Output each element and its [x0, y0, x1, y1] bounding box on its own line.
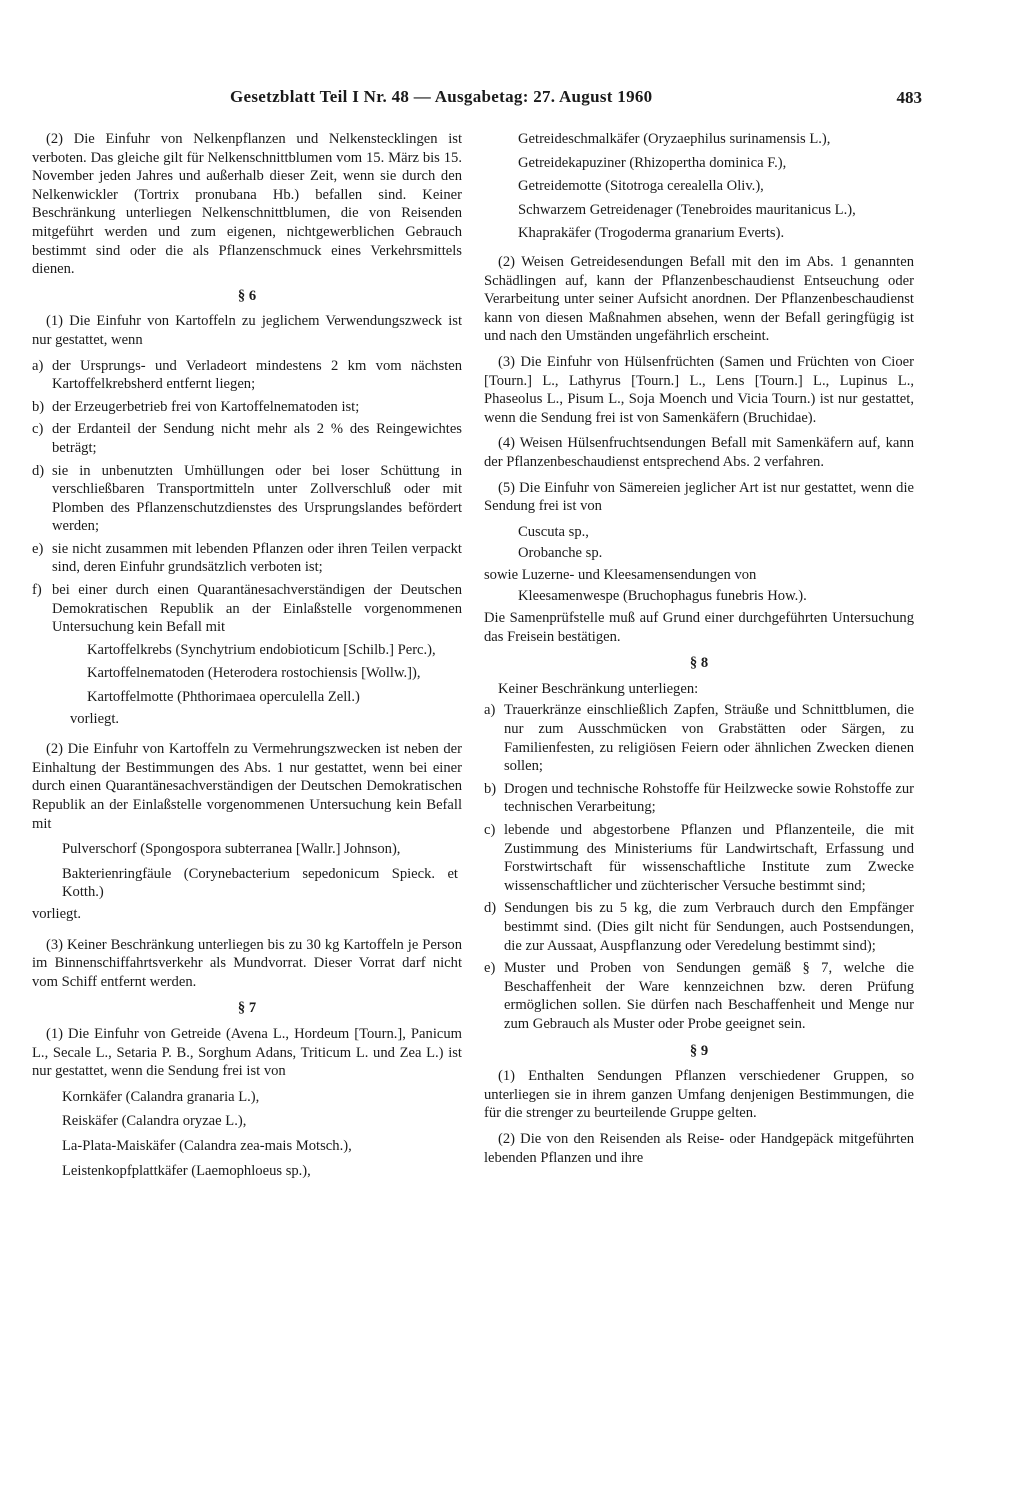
list-text: sie in unbenutzten Umhüllungen oder bei loser Schüttung in verschließbaren Transportmitteln unter Zollverschluß oder mit Plomben des Pflanzenschutzdienstes des Ursprungslandes befördert werden; — [52, 462, 462, 535]
paragraph-end: vorliegt. — [70, 710, 120, 727]
paragraph: (1) Die Einfuhr von Kartoffeln zu jeglichem Verwendungszweck ist nur gestattet, wenn — [32, 313, 462, 348]
pest-entry: Pulverschorf (Spongospora subterranea [Wallr.] Johnson), — [62, 841, 401, 858]
pest-entry: Bakterienringfäule (Corynebacterium sepedonicum Spieck. et Kotth.) — [62, 865, 458, 901]
list-item — [32, 540, 462, 577]
pest-entry: Reiskäfer (Calandra oryzae L.), — [62, 1113, 247, 1130]
list-item — [484, 959, 914, 1033]
section-heading-6: § 6 — [237, 287, 257, 304]
list-text: der Erzeugerbetrieb frei von Kartoffelnematoden ist; — [52, 398, 360, 415]
pest-entry: Kartoffelnematoden (Heterodera rostochiensis [Wollw.]), — [87, 665, 421, 682]
list-label: b) — [484, 780, 497, 797]
list-label: a) — [484, 702, 496, 719]
paragraph: (4) Weisen Hülsenfruchtsendungen Befall mit Samenkäfern auf, kann der Pflanzenbeschaudienst entsprechend Abs. 2 verfahren. — [484, 435, 914, 470]
pest-entry: Kartoffelmotte (Phthorimaea operculella Zell.) — [87, 689, 360, 706]
paragraph: (1) Enthalten Sendungen Pflanzen verschiedener Gruppen, so unterliegen sie in ihrem ganzen Umfang denjenigen Bestimmungen, die für die strenger zu beurteilende Gruppe gelten. — [484, 1068, 914, 1122]
list-label: e) — [484, 960, 496, 977]
list-item — [32, 462, 462, 536]
paragraph: sowie Luzerne- und Kleesamensendungen von — [484, 566, 757, 583]
pest-entry: Getreidekapuziner (Rhizopertha dominica F.), — [518, 154, 787, 171]
list-label: b) — [32, 398, 45, 415]
right-column — [484, 130, 914, 1174]
list-item — [32, 398, 462, 417]
list-text: Muster und Proben von Sendungen gemäß § 7, welche die Beschaffenheit der Ware kennzeichnen bzw. deren Prüfung ermöglichen sollen. Sie dürfen nach Beschaffenheit und Menge nur zum Gebrauch als Muster oder Probe geeignet sein. — [504, 960, 914, 1032]
list-text: der Erdanteil der Sendung nicht mehr als 2 % des Reingewichtes beträgt; — [52, 421, 462, 456]
page-number: 483 — [896, 88, 922, 107]
list-item — [32, 581, 462, 637]
paragraph: (1) Die Einfuhr von Getreide (Avena L., Hordeum [Tourn.], Panicum L., Secale L., Setaria P. B., Sorghum Adans, Triticum L. und Zea L.) ist nur gestattet, wenn die Sendung frei ist von — [32, 1025, 462, 1080]
list-text: Trauerkränze einschließlich Zapfen, Sträuße und Schnittblumen, die nur zum Ausschmücken von Grabstätten oder Särgen, zu Familienfesten, zu religiösen Feiern oder ähnlichen Zwecken dienen sollen; — [504, 702, 914, 775]
list-item — [484, 899, 914, 955]
pest-entry: Leistenkopfplattkäfer (Laemophloeus sp.), — [62, 1162, 311, 1179]
list-label: d) — [32, 462, 45, 479]
left-column — [32, 130, 462, 1186]
list-item — [32, 357, 462, 394]
pest-entry: Kornkäfer (Calandra granaria L.), — [62, 1088, 260, 1105]
pest-entry: Orobanche sp. — [518, 545, 603, 562]
paragraph: (3) Keiner Beschränkung unterliegen bis zu 30 kg Kartoffeln je Person im Binnenschiffahrtsverkehr als Mundvorrat. Dieser Vorrat darf nicht vom Schiff entfernt werden. — [32, 936, 462, 990]
pest-entry: Getreidemotte (Sitotroga cerealella Oliv.), — [518, 178, 764, 195]
list-text: lebende und abgestorbene Pflanzen und Pflanzenteile, die mit Zustimmung des Ministeriums für Landwirtschaft, Erfassung und Forstwirtschaft für wissenschaftliche Institute zum Zwecke wissenschaftlicher und züchterischer Versuche bestimmt sind; — [504, 822, 914, 894]
paragraph: (2) Weisen Getreidesendungen Befall mit den im Abs. 1 genannten Schädlingen auf, kann der Pflanzenbeschaudienst Entseuchung oder Verarbeitung unter seiner Aufsicht anordnen. Der Pflanzenbeschaudienst kann von diesen Maßnahmen absehen, wenn der Befall geringfügig ist und nach den Umständen ungefährlich erscheint. — [484, 253, 914, 345]
list-text: sie nicht zusammen mit lebenden Pflanzen oder ihren Teilen verpackt sind, deren Einfuhr grundsätzlich verboten ist; — [52, 540, 462, 576]
pest-entry: Getreideschmalkäfer (Oryzaephilus surinamensis L.), — [518, 131, 831, 147]
list-text: Drogen und technische Rohstoffe für Heilzwecke sowie Rohstoffe zur technischen Verarbeitung; — [504, 780, 914, 816]
paragraph: (2) Die Einfuhr von Kartoffeln zu Vermehrungszwecken ist neben der Einhaltung der Bestimmungen des Abs. 1 nur gestattet, wenn bei einer durch einen Quarantänesachverständigen der Deutschen Demokratischen Republik an der Einlaßstelle vorgenommenen Untersuchung kein Befall mit — [32, 741, 462, 832]
paragraph: (3) Die Einfuhr von Hülsenfrüchten (Samen und Früchten von Cioer [Tourn.] L., Lathyrus [Tourn.] L., Lens [Tourn.] L., Lupinus L., Phaseolus L., Pisum L., Soja Moench und Vicia Tourn.) ist nur gestattet, wenn die Sendung frei ist von Samenkäfern (Bruchidae). — [484, 353, 914, 426]
list-item — [484, 821, 914, 895]
list-item — [32, 420, 462, 457]
paragraph: (2) Die Einfuhr von Nelkenpflanzen und Nelkenstecklingen ist verboten. Das gleiche gilt für Nelkenschnittblumen vom 15. März bis 15. November jeden Jahres und außerhalb dieser Zeit, wenn sie durch den Nelkenwickler (Tortrix pronubana Hb.) befallen sind. Keiner Beschränkung unterliegen Nelkenschnittblumen, die von Reisenden mitgeführt werden und zum eigenen, nichtgewerblichen Gebrauch bestimmt sind oder die als Pflanzenschmuck eines Verkehrsmittels dienen. — [32, 131, 462, 278]
list-item — [484, 701, 914, 775]
paragraph: Keiner Beschränkung unterliegen: — [498, 680, 699, 697]
list-text: Sendungen bis zu 5 kg, die zum Verbrauch durch den Empfänger bestimmt sind. (Dies gilt nicht für Sendungen, auch Postsendungen, die zur Aussaat, Auspflanzung oder Veredelung bestimmt sind); — [504, 900, 914, 954]
pest-entry: La-Plata-Maiskäfer (Calandra zea-mais Motsch.), — [62, 1137, 352, 1154]
list-label: a) — [32, 357, 44, 374]
pest-entry: Khaprakäfer (Trogoderma granarium Everts). — [518, 225, 785, 242]
paragraph: (2) Die von den Reisenden als Reise- oder Handgepäck mitgeführten lebenden Pflanzen und ihre — [484, 1130, 914, 1166]
page-header — [230, 88, 920, 114]
list-label: d) — [484, 900, 497, 917]
list-text: bei einer durch einen Quarantänesachverständigen der Deutschen Demokratischen Republik an der Einlaßstelle vorgenommenen Untersuchung kein Befall mit — [52, 582, 462, 636]
pest-entry: Schwarzem Getreidenager (Tenebroides mauritanicus L.), — [518, 201, 856, 218]
list-label: c) — [32, 421, 44, 438]
section-heading-9: § 9 — [689, 1042, 709, 1059]
list-text: der Ursprungs- und Verladeort mindestens 2 km vom nächsten Kartoffelkrebsherd entfernt liegen; — [52, 357, 462, 393]
pest-entry: Cuscuta sp., — [518, 523, 589, 540]
header-title: Gesetzblatt Teil I Nr. 48 — Ausgabetag: 27. August 1960 — [230, 87, 653, 106]
list-label: e) — [32, 540, 44, 557]
pest-entry: Kleesamenwespe (Bruchophagus funebris How.). — [518, 588, 807, 605]
list-label: f) — [32, 582, 42, 599]
paragraph: (5) Die Einfuhr von Sämereien jeglicher Art ist nur gestattet, wenn die Sendung frei ist von — [484, 479, 914, 515]
list-label: c) — [484, 822, 496, 838]
list-item — [484, 780, 914, 817]
pest-entry: Kartoffelkrebs (Synchytrium endobioticum [Schilb.] Perc.), — [87, 641, 436, 658]
section-heading-7: § 7 — [237, 1000, 257, 1017]
section-heading-8: § 8 — [689, 655, 709, 672]
paragraph-end: vorliegt. — [32, 905, 82, 922]
paragraph: Die Samenprüfstelle muß auf Grund einer durchgeführten Untersuchung das Freisein bestätigen. — [484, 610, 914, 645]
